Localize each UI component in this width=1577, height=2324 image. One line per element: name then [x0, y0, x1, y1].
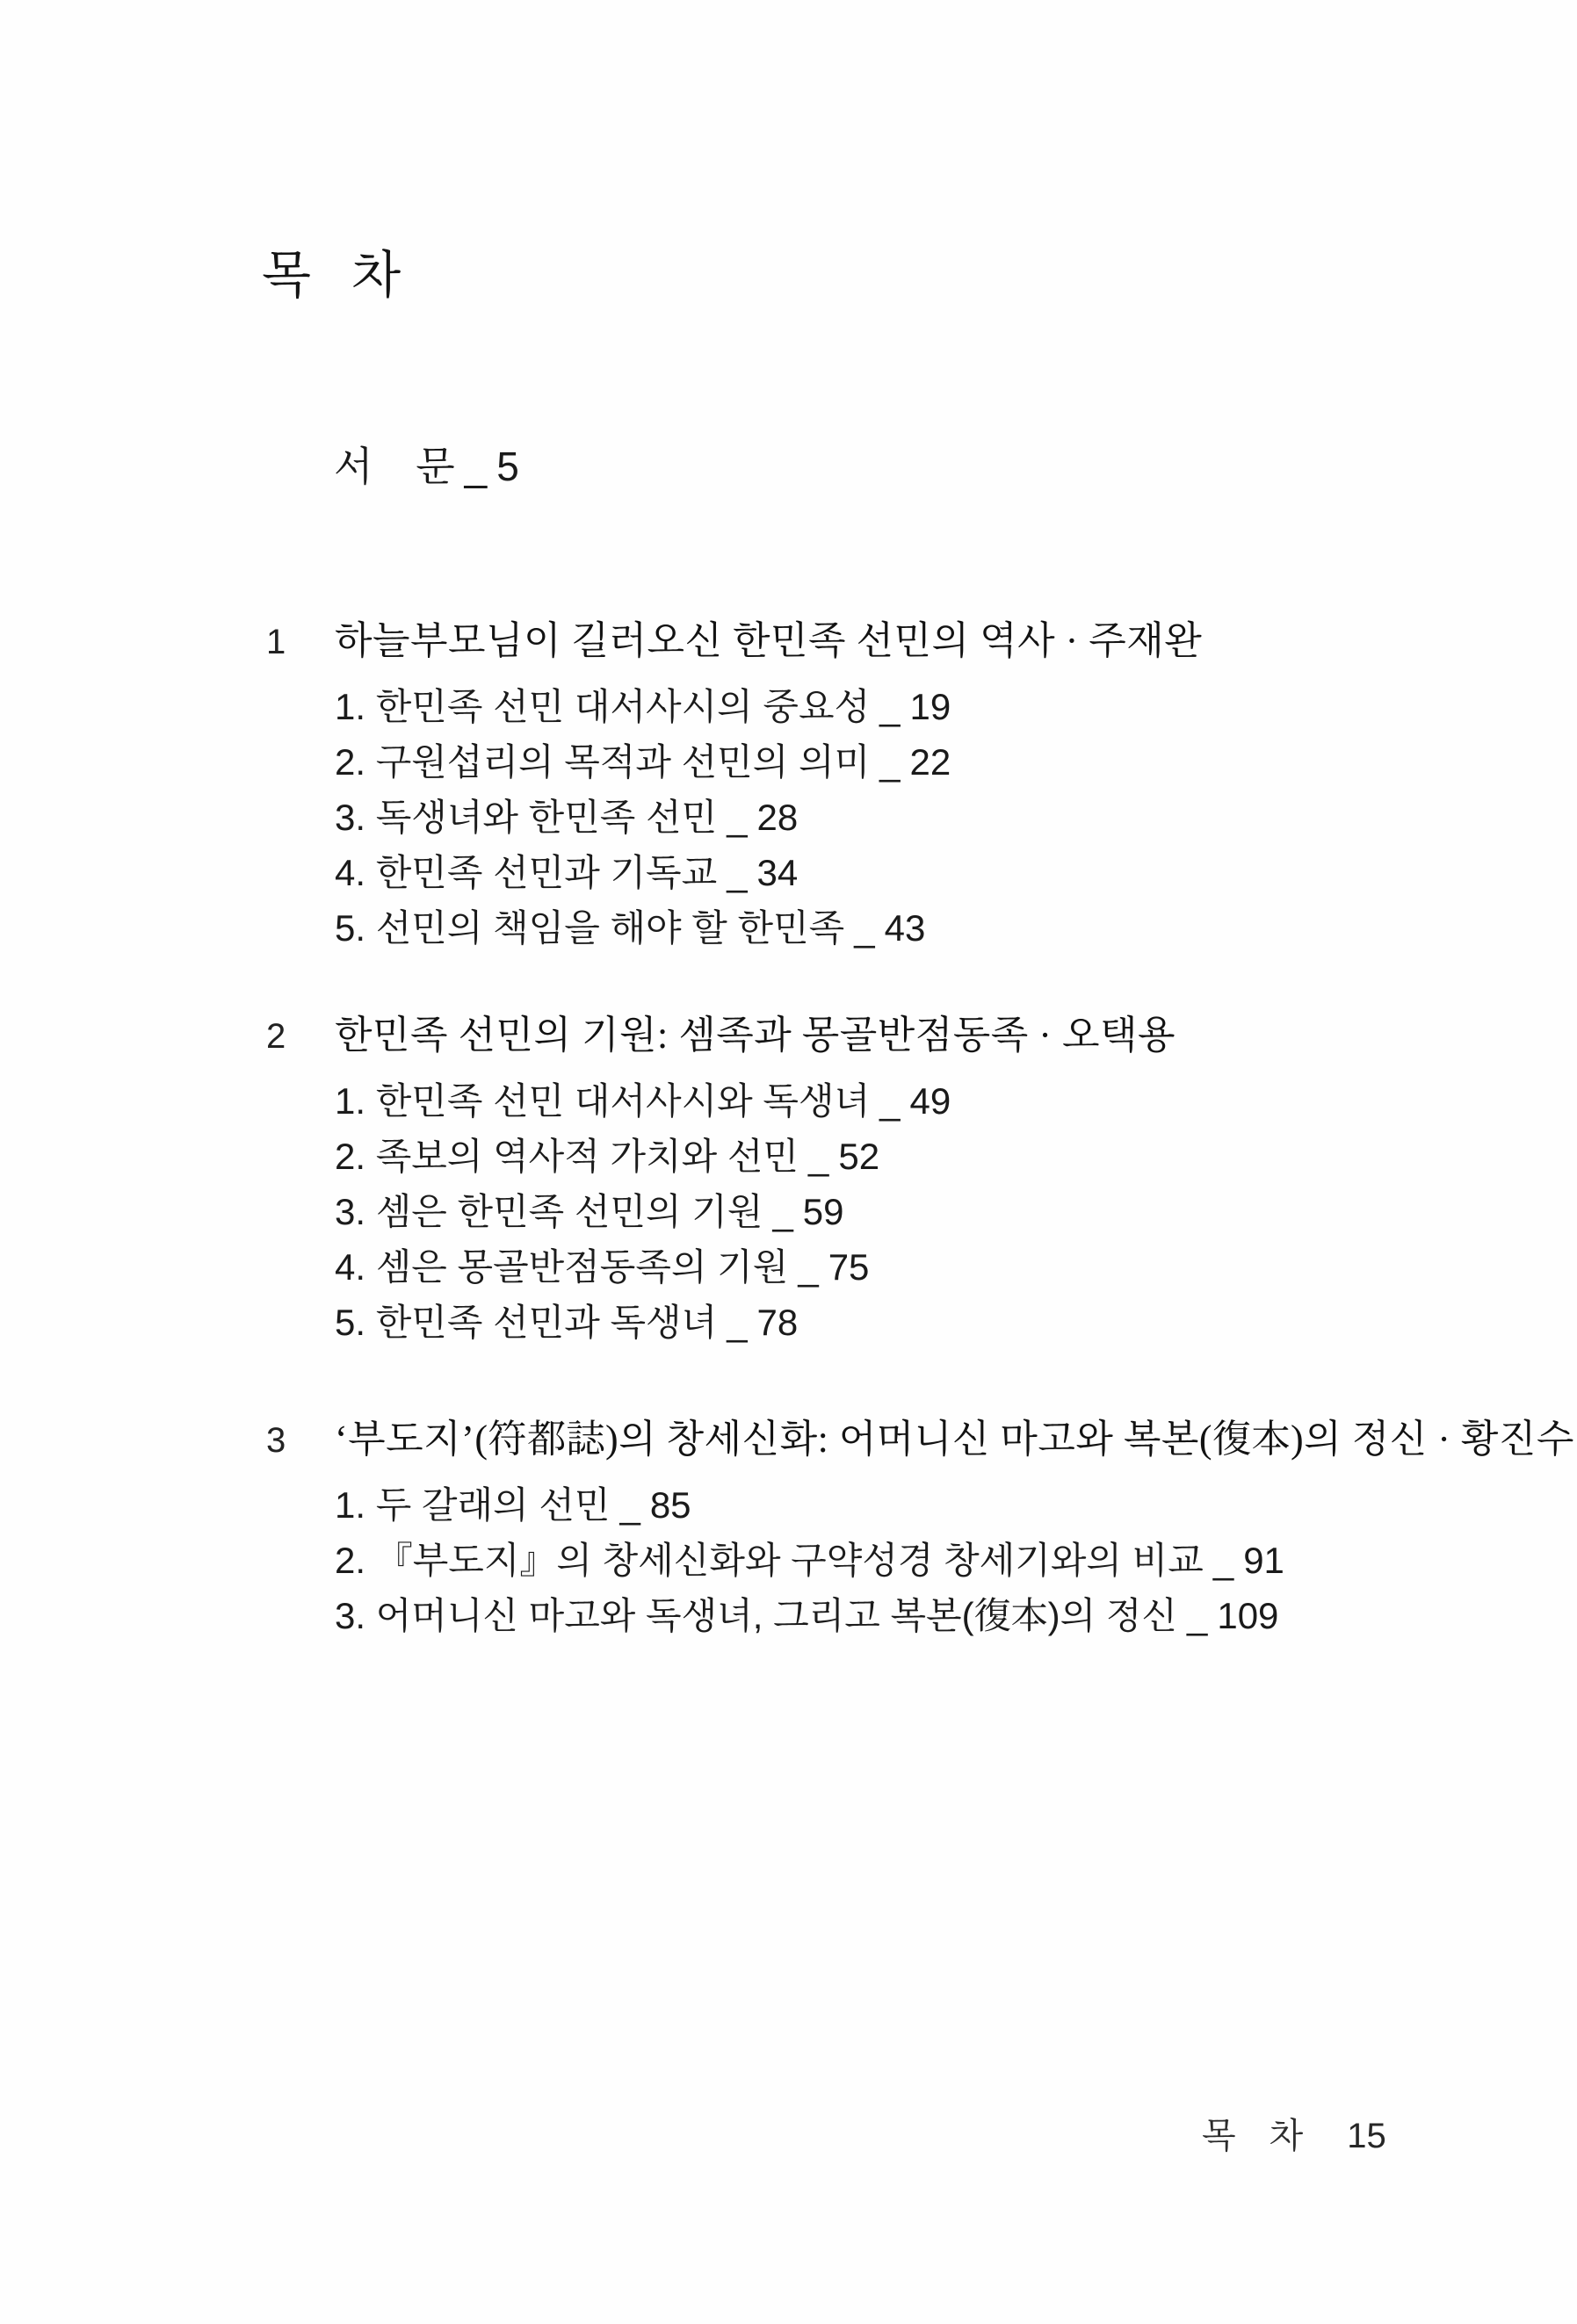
- toc-item-page: 109: [1217, 1595, 1279, 1636]
- toc-item-page: 22: [909, 741, 951, 783]
- toc-item-page: 85: [649, 1484, 691, 1526]
- toc-item-page: 43: [884, 907, 926, 949]
- page-footer: [1202, 2118, 1386, 2154]
- toc-item: [335, 1129, 1408, 1184]
- toc-item-label: 3. 셈은 한민족 선민의 기원: [335, 1191, 763, 1232]
- section-items: [266, 679, 1408, 956]
- toc-item-page: 49: [909, 1080, 951, 1122]
- toc-item-label: 1. 두 갈래의 선민: [335, 1484, 611, 1526]
- toc-item-page: 19: [909, 686, 951, 727]
- section-heading: [266, 618, 1408, 665]
- section-title: 하늘부모님이 길러오신 한민족 선민의 역사 · 주재완: [335, 619, 1203, 662]
- page-separator: _: [727, 1302, 748, 1343]
- page-separator: _: [772, 1191, 793, 1232]
- page-separator: _: [879, 686, 901, 727]
- page-separator: _: [727, 797, 748, 838]
- preface-page: 5: [496, 444, 519, 489]
- page-separator: _: [808, 1136, 829, 1177]
- toc-item-page: 52: [838, 1136, 880, 1177]
- toc-item: [335, 1477, 1408, 1533]
- toc-item: [335, 790, 1408, 845]
- section-items: [266, 1477, 1408, 1643]
- toc-item-label: 5. 선민의 책임을 해야 할 한민족: [335, 907, 845, 949]
- page-separator: _: [464, 444, 488, 489]
- page-separator: _: [1212, 1540, 1234, 1581]
- toc-item-page: 91: [1243, 1540, 1284, 1581]
- section-heading: [266, 1013, 1408, 1059]
- page-separator: _: [854, 907, 875, 949]
- toc-item: [335, 679, 1408, 734]
- section-heading: [266, 1417, 1574, 1463]
- toc-item-label: 3. 독생녀와 한민족 선민: [335, 797, 718, 838]
- toc-item: [335, 900, 1408, 956]
- page-separator: _: [879, 741, 901, 783]
- page-separator: _: [619, 1484, 640, 1526]
- toc-item-label: 2. 구원섭리의 목적과 선민의 의미: [335, 741, 871, 783]
- page-separator: _: [798, 1246, 819, 1288]
- toc-item: [335, 1533, 1408, 1588]
- section-number: 1: [266, 623, 286, 661]
- toc-item-page: 59: [802, 1191, 844, 1232]
- toc-item-label: 2. 족보의 역사적 가치와 선민: [335, 1136, 799, 1177]
- toc-item-page: 75: [828, 1246, 870, 1288]
- page-separator: _: [1186, 1595, 1208, 1636]
- page-separator: _: [879, 1080, 901, 1122]
- toc-item: [335, 1295, 1408, 1350]
- toc-item: [335, 1588, 1408, 1643]
- toc-item-page: 78: [756, 1302, 799, 1343]
- toc-item-label: 4. 한민족 선민과 기독교: [335, 852, 718, 893]
- section-title: 한민족 선민의 기원: 셈족과 몽골반점동족 · 오택용: [335, 1014, 1176, 1057]
- toc-item-label: 1. 한민족 선민 대서사시와 독생녀: [335, 1080, 871, 1122]
- preface-entry: [334, 446, 519, 487]
- toc-item-label: 3. 어머니신 마고와 독생녀, 그리고 복본(復本)의 정신: [335, 1595, 1177, 1636]
- section-items: [266, 1073, 1408, 1350]
- toc-item: [335, 1073, 1408, 1129]
- toc-item-label: 1. 한민족 선민 대서사시의 중요성: [335, 686, 871, 727]
- page-separator: _: [727, 852, 748, 893]
- page-title: 목 차: [262, 246, 403, 304]
- footer-label: 목 차: [1202, 2116, 1304, 2155]
- preface-label: 서 문: [334, 444, 455, 489]
- toc-item: [335, 845, 1408, 900]
- section-number: 3: [266, 1421, 286, 1460]
- section-title: ‘부도지’(符都誌)의 창세신화: 어머니신 마고와 복본(復本)의 정신 · 황진수: [335, 1418, 1574, 1461]
- toc-item-label: 4. 셈은 몽골반점동족의 기원: [335, 1246, 789, 1288]
- toc-section-1: [266, 618, 1408, 956]
- toc-item-label: 5. 한민족 선민과 독생녀: [335, 1302, 718, 1343]
- toc-item: [335, 1239, 1408, 1295]
- toc-item-page: 34: [756, 852, 799, 893]
- section-number: 2: [266, 1017, 286, 1056]
- toc-item-label: 2. 『부도지』의 창세신화와 구약성경 창세기와의 비교: [335, 1540, 1204, 1581]
- toc-item-page: 28: [756, 797, 799, 838]
- toc-section-3: [266, 1417, 1574, 1643]
- toc-section-2: [266, 1013, 1408, 1350]
- footer-page-number: 15: [1347, 2117, 1386, 2155]
- toc-item: [335, 1184, 1408, 1239]
- toc-item: [335, 734, 1408, 790]
